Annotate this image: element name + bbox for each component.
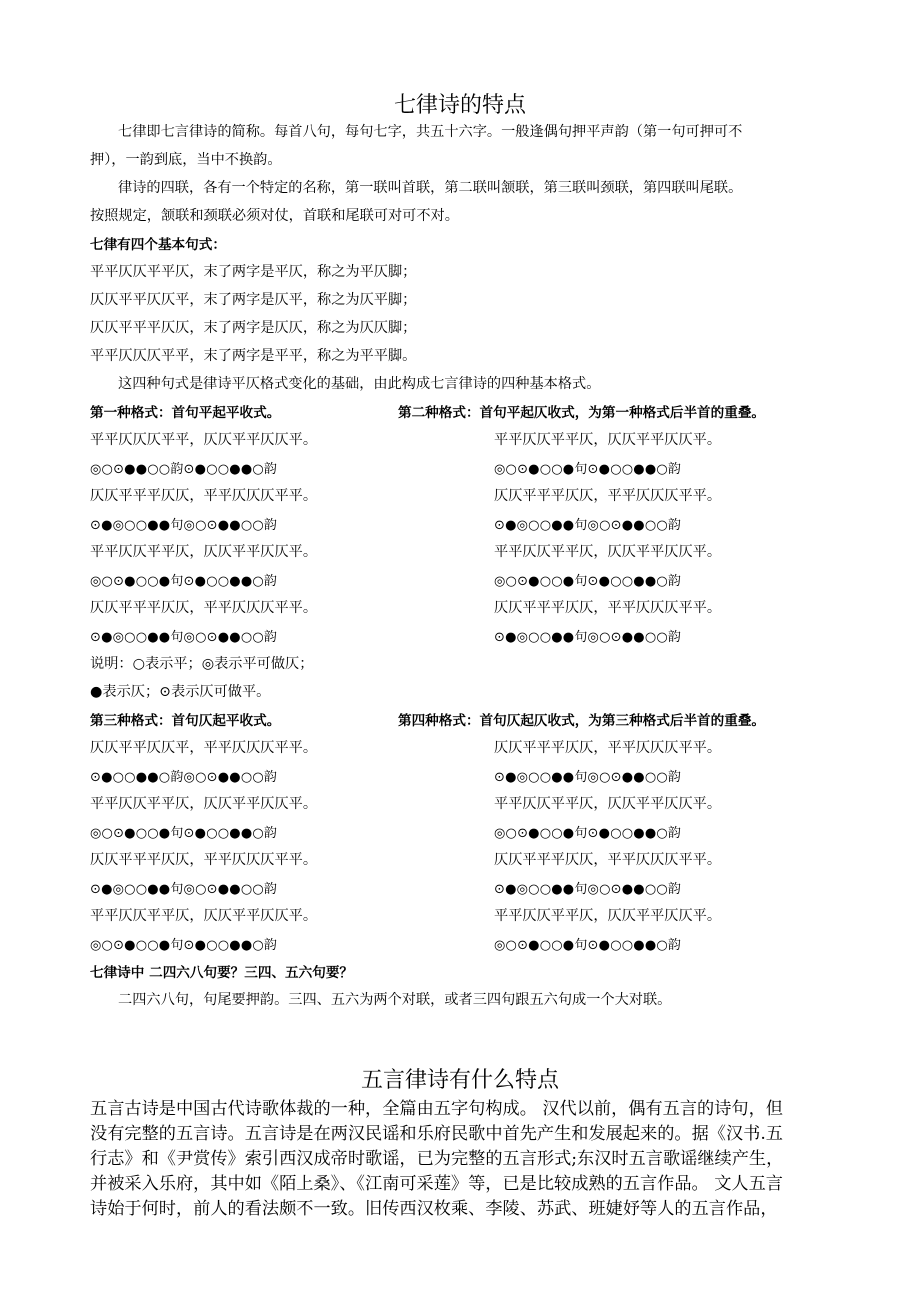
format2-line: 仄仄平平平仄仄，平平仄仄仄平平。 <box>494 600 722 616</box>
format2-heading: 第二种格式：首句平起仄收式，为第一种格式后半首的重叠。 <box>398 405 766 421</box>
pattern-line: 仄仄平平平仄仄，末了两字是仄仄，称之为仄仄脚； <box>90 320 417 336</box>
wuyan-line: 并被采入乐府，其中如《陌上桑》、《江南可采莲》等，已是比较成熟的五言作品。 文人五言 <box>90 1174 783 1194</box>
rhyme-heading: 七律诗中 二四六八句要？三四、五六句要？ <box>90 965 354 981</box>
title-qilv: 七律诗的特点 <box>393 93 526 118</box>
format4-heading: 第四种格式：首句仄起仄收式，为第三种格式后半首的重叠。 <box>398 713 766 729</box>
patterns-summary: 这四种句式是律诗平仄格式变化的基础，由此构成七言律诗的四种基本格式。 <box>118 376 601 392</box>
format4-line: ⊙●◎○○●●句◎○⊙●●○○韵 <box>494 882 682 897</box>
wuyan-line: 五言古诗是中国古代诗歌体裁的一种，全篇由五字句构成。 汉代以前，偶有五言的诗句，但 <box>90 1099 783 1119</box>
format1-line: ◎○⊙●●○○韵⊙●○○●●○韵 <box>90 462 278 477</box>
format2-line: ⊙●◎○○●●句◎○⊙●●○○韵 <box>494 518 682 533</box>
format3-line: 仄仄平平仄仄平，平平仄仄仄平平。 <box>90 740 318 756</box>
wuyan-line: 没有完整的五言诗。五言诗是在两汉民谣和乐府民歌中首先产生和发展起来的。据《汉书.五 <box>90 1124 783 1144</box>
pattern-line: 平平仄仄仄平平，末了两字是平平，称之为平平脚。 <box>90 348 417 364</box>
format2-line: ◎○⊙●○○●句⊙●○○●●○韵 <box>494 574 682 589</box>
intro-line: 按照规定，颔联和颈联必须对仗，首联和尾联可对可不对。 <box>90 208 459 224</box>
format4-line: 平平仄仄平平仄，仄仄平平仄仄平。 <box>494 796 722 812</box>
intro-line: 律诗的四联，各有一个特定的名称，第一联叫首联，第二联叫颔联，第三联叫颈联，第四联叫尾联。 <box>118 180 743 196</box>
format4-line: ◎○⊙●○○●句⊙●○○●●○韵 <box>494 826 682 841</box>
format2-line: 仄仄平平平仄仄，平平仄仄仄平平。 <box>494 488 722 504</box>
format1-line: 平平仄仄仄平平，仄仄平平仄仄平。 <box>90 432 318 448</box>
format3-line: ⊙●○○●●○韵◎○⊙●●○○韵 <box>90 770 278 785</box>
format2-line: ⊙●◎○○●●句◎○⊙●●○○韵 <box>494 630 682 645</box>
format1-line: ⊙●◎○○●●句◎○⊙●●○○韵 <box>90 518 278 533</box>
format3-line: ◎○⊙●○○●句⊙●○○●●○韵 <box>90 938 278 953</box>
format1-line: ◎○⊙●○○●句⊙●○○●●○韵 <box>90 574 278 589</box>
format3-heading: 第三种格式：首句仄起平收式。 <box>90 713 281 729</box>
title-wuyan: 五言律诗有什么特点 <box>360 1068 559 1093</box>
format3-line: 平平仄仄平平仄，仄仄平平仄仄平。 <box>90 908 318 924</box>
format3-line: 仄仄平平平仄仄，平平仄仄仄平平。 <box>90 852 318 868</box>
format4-line: ◎○⊙●○○●句⊙●○○●●○韵 <box>494 938 682 953</box>
format3-line: ◎○⊙●○○●句⊙●○○●●○韵 <box>90 826 278 841</box>
format4-line: 仄仄平平平仄仄，平平仄仄仄平平。 <box>494 740 722 756</box>
format1-line: 仄仄平平平仄仄，平平仄仄仄平平。 <box>90 488 318 504</box>
legend-line: ●表示仄；⊙表示仄可做平。 <box>90 684 271 700</box>
format2-line: 平平仄仄平平仄，仄仄平平仄仄平。 <box>494 544 722 560</box>
format1-heading: 第一种格式：首句平起平收式。 <box>90 405 281 421</box>
format1-line: 仄仄平平平仄仄，平平仄仄仄平平。 <box>90 600 318 616</box>
format3-line: 平平仄仄平平仄，仄仄平平仄仄平。 <box>90 796 318 812</box>
format4-line: ⊙●◎○○●●句◎○⊙●●○○韵 <box>494 770 682 785</box>
patterns-heading: 七律有四个基本句式： <box>90 237 226 253</box>
rhyme-text: 二四六八句，句尾要押韵。三四、五六为两个对联，或者三四句跟五六句成一个大对联。 <box>118 992 672 1008</box>
intro-line: 押），一韵到底，当中不换韵。 <box>90 152 282 168</box>
format4-line: 仄仄平平平仄仄，平平仄仄仄平平。 <box>494 852 722 868</box>
intro-line: 七律即七言律诗的简称。每首八句，每句七字，共五十六字。一般逢偶句押平声韵（第一句可押可不 <box>118 124 743 140</box>
format2-line: ◎○⊙●○○●句⊙●○○●●○韵 <box>494 462 682 477</box>
format3-line: ⊙●◎○○●●句◎○⊙●●○○韵 <box>90 882 278 897</box>
pattern-line: 平平仄仄平平仄，末了两字是平仄，称之为平仄脚； <box>90 264 417 280</box>
format2-line: 平平仄仄平平仄，仄仄平平仄仄平。 <box>494 432 722 448</box>
legend-line: 说明：○表示平；◎表示平可做仄； <box>90 656 314 672</box>
pattern-line: 仄仄平平仄仄平，末了两字是仄平，称之为仄平脚； <box>90 292 417 308</box>
format4-line: 平平仄仄平平仄，仄仄平平仄仄平。 <box>494 908 722 924</box>
wuyan-line: 行志》和《尹赏传》索引西汉成帝时歌谣，已为完整的五言形式;东汉时五言歌谣继续产生， <box>90 1149 784 1169</box>
format1-line: 平平仄仄平平仄，仄仄平平仄仄平。 <box>90 544 318 560</box>
format1-line: ⊙●◎○○●●句◎○⊙●●○○韵 <box>90 630 278 645</box>
wuyan-line: 诗始于何时，前人的看法颇不一致。旧传西汉枚乘、李陵、苏武、班婕妤等人的五言作品， <box>90 1199 778 1219</box>
